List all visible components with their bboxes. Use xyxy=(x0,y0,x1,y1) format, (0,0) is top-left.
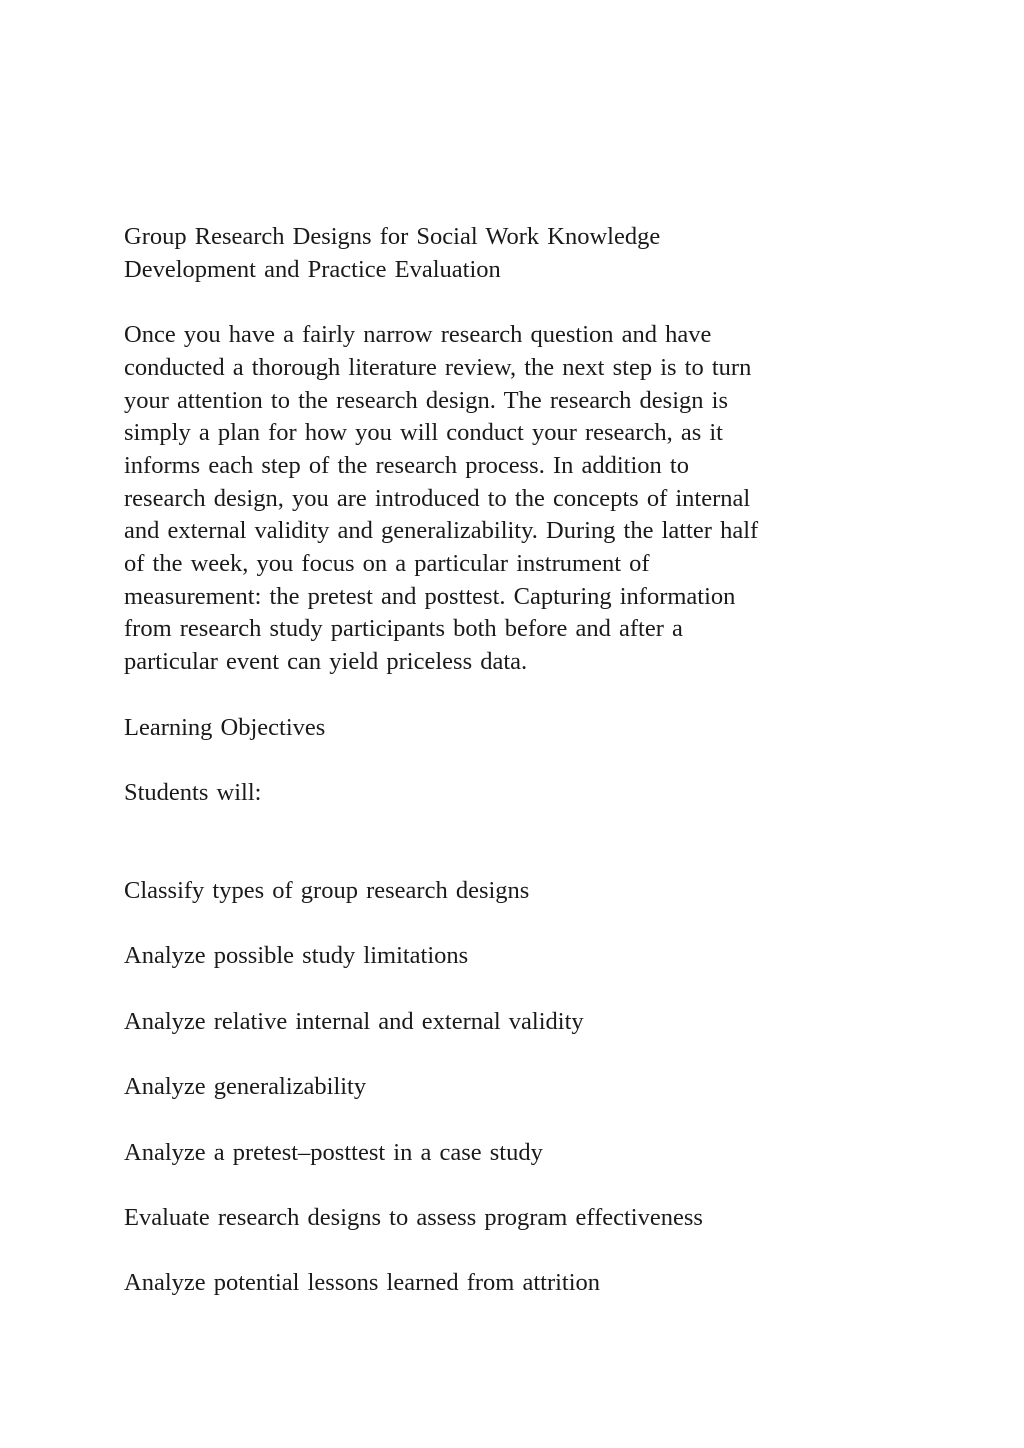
intro-paragraph: Once you have a fairly narrow research question and have conducted a thorough literature review, the next step is to turn your attention to the research design. The research design is simply a plan for how you will conduct your research, as it informs each step of the research process. In addition to research design, you are introduced to the concepts of internal and external validity and generalizability. During the latter half of the week, you focus on a particular instrument of measurement: the pretest and posttest. Capturing information from research study participants both before and after a particular event can yield priceless data. xyxy=(124,321,759,676)
title-line-2: Development and Practice Evaluation xyxy=(124,255,501,283)
objective-item: Evaluate research designs to assess program effectiveness xyxy=(124,1203,703,1231)
students-label: Students will: xyxy=(124,778,262,806)
document-title xyxy=(124,221,914,286)
objectives-list xyxy=(124,875,914,1300)
objective-item: Classify types of group research designs xyxy=(124,877,530,904)
document-page xyxy=(124,221,914,1333)
objective-item: Analyze possible study limitations xyxy=(124,942,469,970)
title-line-1: Group Research Designs for Social Work Knowledge xyxy=(124,223,661,250)
objectives-heading: Learning Objectives xyxy=(124,713,326,741)
objective-item: Analyze a pretest–posttest in a case study xyxy=(124,1138,543,1166)
objective-item: Analyze relative internal and external validity xyxy=(124,1007,584,1035)
objective-item: Analyze potential lessons learned from attrition xyxy=(124,1269,601,1297)
objective-item: Analyze generalizability xyxy=(124,1073,367,1101)
